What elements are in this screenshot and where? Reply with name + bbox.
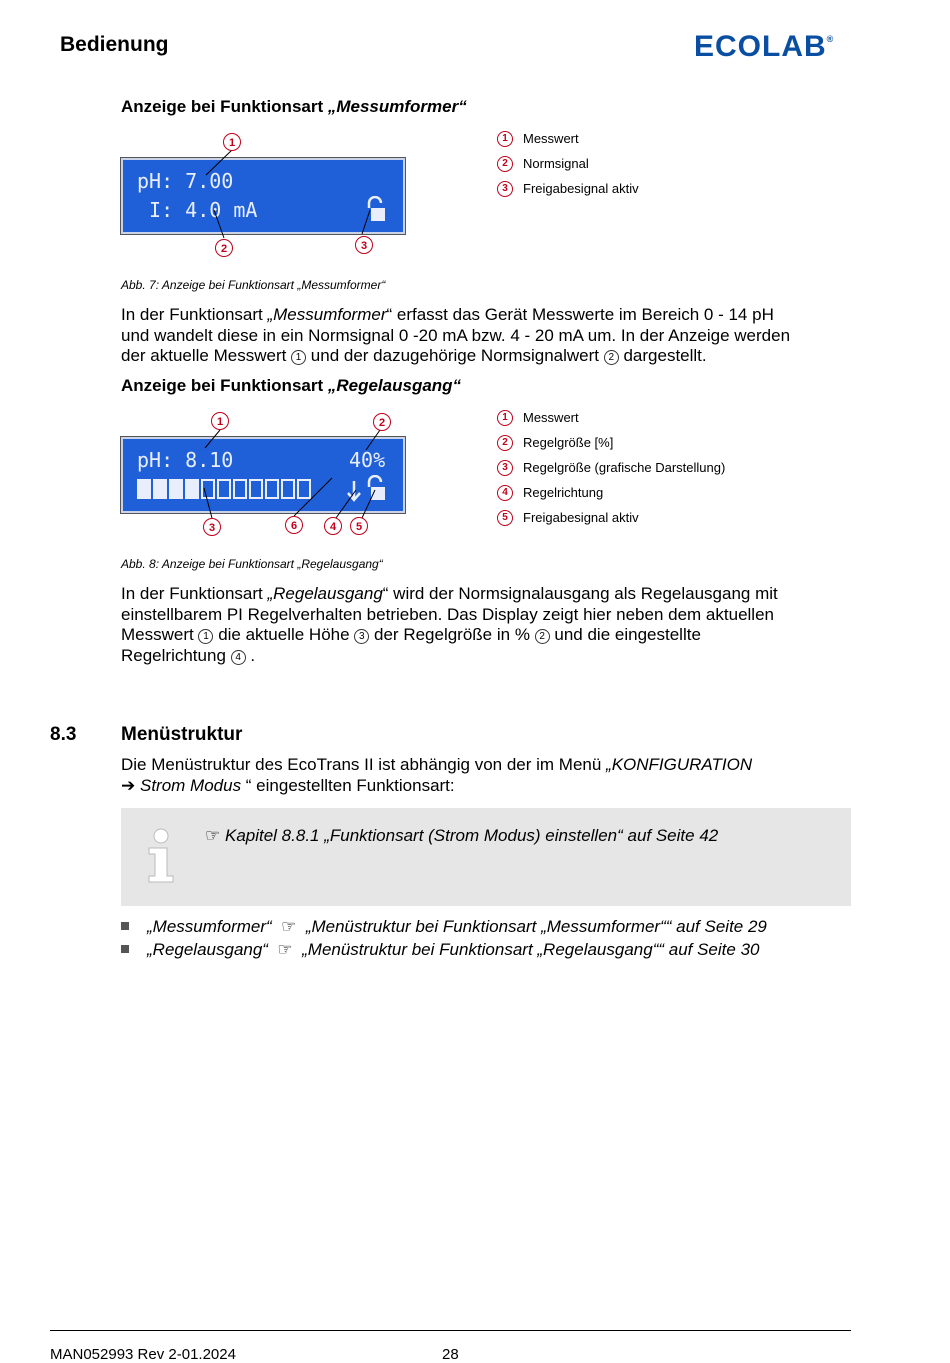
fig8-callout-2: 2 — [373, 413, 391, 431]
ref-number: 3 — [354, 629, 369, 644]
link-hand-icon: ☞ — [277, 940, 293, 959]
fig7-callout-2: 2 — [215, 239, 233, 257]
fig8-lcd-line1-left: pH: 8.10 — [137, 448, 234, 472]
arrow-icon: ➔ — [121, 775, 136, 795]
fig7-heading-prefix: Anzeige bei Funktionsart — [121, 97, 328, 116]
legend-label: Regelrichtung — [523, 485, 604, 500]
fig8-heading-prefix: Anzeige bei Funktionsart — [121, 376, 328, 395]
ref-number: 1 — [198, 629, 213, 644]
ref-number: 4 — [231, 650, 246, 665]
para-line — [121, 646, 851, 667]
list-item-link[interactable]: „Menüstruktur bei Funktionsart „Regelausgang““ auf Seite 30 — [302, 940, 760, 959]
bargraph-segment — [169, 479, 183, 499]
fig8-heading-name: „Regelausgang“ — [327, 376, 462, 395]
text: Messwert — [121, 625, 199, 644]
list-item-link[interactable]: „Menüstruktur bei Funktionsart „Messumformer““ auf Seite 29 — [305, 917, 767, 936]
legend-item — [497, 505, 725, 530]
paragraph-regelausgang — [121, 584, 851, 666]
legend-num: 3 — [497, 460, 513, 476]
legend-item — [497, 151, 639, 176]
crossref-text: Kapitel 8.8.1 „Funktionsart (Strom Modus) einstellen“ auf Seite 42 — [224, 826, 719, 845]
fig7-lcd-line1: pH: 7.00 — [137, 169, 234, 193]
ref-number: 1 — [291, 350, 306, 365]
legend-num: 2 — [497, 435, 513, 451]
info-box — [121, 808, 851, 906]
fig7-caption: Abb. 7: Anzeige bei Funktionsart „Messumformer“ — [121, 278, 386, 292]
section-number: 8.3 — [50, 724, 77, 745]
text: und der dazugehörige Normsignalwert — [306, 346, 604, 365]
link-hand-icon: ☞ — [205, 826, 221, 845]
fig7-heading-name: „Messumformer“ — [327, 97, 467, 116]
legend-label: Messwert — [523, 131, 579, 146]
legend-num: 1 — [497, 410, 513, 426]
legend-label: Regelgröße (grafische Darstellung) — [523, 460, 726, 475]
para-line — [121, 776, 851, 797]
fig8-heading — [121, 376, 461, 396]
fig8-callout-6: 6 — [285, 516, 303, 534]
ref-number: 2 — [604, 350, 619, 365]
legend-item — [497, 480, 725, 505]
para-line — [121, 755, 851, 776]
fig8-legend — [497, 405, 725, 530]
crossref-link[interactable] — [205, 826, 718, 846]
text: der aktuelle Messwert — [121, 346, 292, 365]
fig7-legend — [497, 126, 639, 201]
legend-item — [497, 405, 725, 430]
text-italic: „KONFIGURATION — [606, 755, 753, 774]
text: der Regelgröße in % — [369, 625, 535, 644]
section-intro — [121, 755, 851, 796]
fig7-lcd-line2: I: 4.0 mA — [137, 198, 258, 222]
text: Die Menüstruktur des EcoTrans II ist abhängig von der im Menü — [121, 755, 607, 774]
section-title: Menüstruktur — [121, 724, 243, 745]
link-hand-icon: ☞ — [281, 917, 297, 936]
fig7-callout-1: 1 — [223, 133, 241, 151]
paragraph-messumformer — [121, 305, 851, 367]
list-item — [121, 940, 759, 960]
legend-label: Freigabesignal aktiv — [523, 510, 639, 525]
para-line: einstellbarem PI Regelverhalten betrieben. Das Display zeigt hier neben dem aktuellen — [121, 604, 774, 624]
text-italic: „Messumformer — [267, 305, 387, 324]
para-line — [121, 305, 851, 326]
text: Regelrichtung — [121, 645, 231, 665]
text: “ wird der Normsignalausgang als Regelausgang mit — [382, 584, 778, 603]
para-line — [121, 584, 851, 605]
footer-doc-id: MAN052993 Rev 2-01.2024 — [50, 1346, 236, 1363]
legend-item — [497, 430, 725, 455]
para-line — [121, 346, 851, 367]
fig8-callout-4: 4 — [324, 517, 342, 535]
list-item-name: „Regelausgang“ — [147, 940, 268, 959]
para-line: und wandelt diese in ein Normsignal 0 -20 mA bzw. 4 - 20 mA um. In der Anzeige werden — [121, 325, 791, 345]
list-item-name: „Messumformer“ — [147, 917, 272, 936]
fig7-callout-3: 3 — [355, 236, 373, 254]
text: “ erfasst das Gerät Messwerte im Bereich 0 - 14 pH — [386, 305, 774, 324]
bullet-icon — [121, 922, 129, 930]
para-line — [121, 625, 851, 646]
legend-num: 4 — [497, 485, 513, 501]
legend-label: Normsignal — [523, 156, 589, 171]
legend-label: Messwert — [523, 410, 579, 425]
text: In der Funktionsart — [121, 584, 268, 603]
text: . — [245, 645, 256, 665]
fig8-lcd-line1-right: 40% — [349, 448, 386, 472]
bargraph-segment — [153, 479, 167, 499]
info-icon — [145, 828, 179, 886]
text-italic: Strom Modus — [139, 775, 242, 795]
legend-num: 3 — [497, 181, 513, 197]
legend-item — [497, 126, 639, 151]
ref-number: 2 — [535, 629, 550, 644]
logo-mark: ® — [826, 34, 835, 44]
ecolab-logo — [694, 30, 834, 64]
bullet-icon — [121, 945, 129, 953]
list-item — [121, 917, 767, 937]
fig8-callout-1: 1 — [211, 412, 229, 430]
text: die aktuelle Höhe — [213, 625, 355, 644]
text: In der Funktionsart — [121, 305, 268, 324]
text-italic: „Regelausgang — [267, 584, 383, 603]
fig7-heading — [121, 97, 467, 117]
text: und die eingestellte — [549, 625, 701, 644]
fig8-callout-5: 5 — [350, 517, 368, 535]
legend-label: Regelgröße [%] — [523, 435, 614, 450]
legend-item — [497, 176, 639, 201]
text: “ eingestellten Funktionsart: — [241, 775, 455, 795]
legend-num: 5 — [497, 510, 513, 526]
legend-label: Freigabesignal aktiv — [523, 181, 639, 196]
legend-item — [497, 455, 725, 480]
fig8-caption: Abb. 8: Anzeige bei Funktionsart „Regelausgang“ — [121, 557, 383, 571]
footer-divider — [50, 1330, 851, 1331]
logo-text: ECOLAB — [694, 30, 827, 63]
footer-page-number: 28 — [442, 1346, 459, 1363]
legend-num: 2 — [497, 156, 513, 172]
legend-num: 1 — [497, 131, 513, 147]
bargraph-segment — [137, 479, 151, 499]
page-header-title: Bedienung — [60, 33, 169, 56]
fig8-callout-3: 3 — [203, 518, 221, 536]
text: dargestellt. — [618, 346, 707, 365]
